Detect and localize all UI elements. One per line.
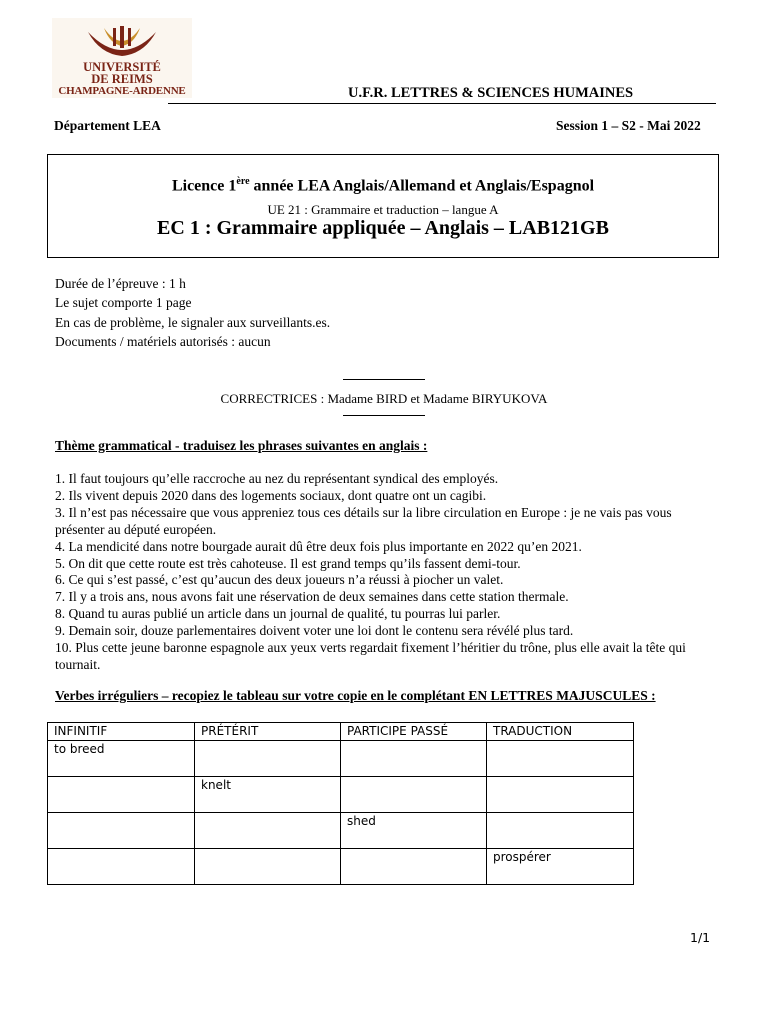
table-row <box>48 741 634 777</box>
table-cell: knelt <box>195 777 341 813</box>
table-cell <box>487 813 634 849</box>
ue-subtitle: UE 21 : Grammaire et traduction – langue A <box>267 202 499 217</box>
header-preterit: PRÉTÉRIT <box>195 723 341 741</box>
table-cell <box>195 741 341 777</box>
table-row <box>48 813 634 849</box>
table-cell: prospérer <box>487 849 634 885</box>
page-number: 1/1 <box>690 930 711 945</box>
exam-duration: Durée de l’épreuve : 1 h <box>55 276 186 291</box>
table-cell <box>48 813 195 849</box>
header-divider <box>168 103 716 104</box>
table-row <box>48 777 634 813</box>
sentence-item: 10. Plus cette jeune baronne espagnole aux yeux verts regardait fixement l’héritier du trône, plus elle avait la tête qui tournait. <box>55 640 686 672</box>
table-cell <box>487 741 634 777</box>
exam-pages: Le sujet comporte 1 page <box>55 295 192 310</box>
theme-section-title: Thème grammatical - traduisez les phrases suivantes en anglais : <box>55 438 428 453</box>
table-header-row <box>48 723 634 741</box>
department-label: Département LEA <box>54 118 161 133</box>
sentence-item: 6. Ce qui s’est passé, c’est qu’aucun des deux joueurs n’a réussi à piocher un valet. <box>55 572 504 588</box>
table-cell <box>487 777 634 813</box>
ec-title: EC 1 : Grammaire appliquée – Anglais – LAB121GB <box>157 217 609 239</box>
licence-title <box>48 176 718 195</box>
header-traduction: TRADUCTION <box>487 723 634 741</box>
course-title-box <box>47 154 719 258</box>
table-cell <box>195 813 341 849</box>
table-cell <box>195 849 341 885</box>
theme-sentence-list <box>55 471 720 674</box>
sentence-item: 8. Quand tu auras publié un article dans un journal de qualité, tu pourras lui parler. <box>55 606 501 622</box>
licence-superscript: ère <box>236 176 250 187</box>
licence-prefix: Licence 1 <box>171 177 237 195</box>
sentence-item: 4. La mendicité dans notre bourgade aurait dû être deux fois plus importante en 2022 qu’en 2021. <box>55 538 582 554</box>
logo-text-line1: UNIVERSITÉ <box>83 60 161 74</box>
correctrices-line: CORRECTRICES : Madame BIRD et Madame BIRYUKOVA <box>220 391 548 406</box>
table-row <box>48 849 634 885</box>
licence-suffix: année LEA Anglais/Allemand et Anglais/Espagnol <box>249 177 595 195</box>
sentence-item: 7. Il y a trois ans, nous avons fait une réservation de deux semaines dans cette station thermale. <box>55 589 569 605</box>
university-emblem-icon <box>84 24 160 60</box>
table-cell <box>48 777 195 813</box>
header-participe: PARTICIPE PASSÉ <box>341 723 487 741</box>
sentence-item: 1. Il faut toujours qu’elle raccroche au nez du représentant syndical des employés. <box>55 471 499 486</box>
divider-top <box>343 379 425 380</box>
table-cell <box>341 849 487 885</box>
exam-documents: Documents / matériels autorisés : aucun <box>55 334 271 349</box>
logo-text-line3: CHAMPAGNE-ARDENNE <box>58 85 186 97</box>
sentence-item: 3. Il n’est pas nécessaire que vous appreniez tous ces détails sur la libre circulation en Europe : je ne vais pas vous présenter au député européen. <box>55 504 672 537</box>
logo-text-line2: DE REIMS <box>91 72 153 86</box>
table-cell <box>341 741 487 777</box>
exam-problem-note: En cas de problème, le signaler aux surveillants.es. <box>55 315 331 330</box>
university-logo <box>52 18 192 98</box>
ufr-heading: U.F.R. LETTRES & SCIENCES HUMAINES <box>348 85 634 101</box>
divider-bottom <box>343 415 425 416</box>
session-label: Session 1 – S2 - Mai 2022 <box>556 118 701 133</box>
sentence-item: 9. Demain soir, douze parlementaires doivent voter une loi dont le contenu sera révélé plus tard. <box>55 623 574 639</box>
sentence-item: 2. Ils vivent depuis 2020 dans des logements sociaux, dont quatre ont un cagibi. <box>55 487 487 503</box>
table-cell: shed <box>341 813 487 849</box>
sentence-item: 5. On dit que cette route est très cahoteuse. Il est grand temps qu’ils fassent demi-tour. <box>55 555 521 571</box>
verbs-section-title: Verbes irréguliers – recopiez le tableau sur votre copie en le complétant EN LETTRES MAJUSCULES : <box>55 688 656 703</box>
table-cell: to breed <box>48 741 195 777</box>
table-cell <box>48 849 195 885</box>
irregular-verbs-table <box>47 722 634 885</box>
header-infinitif: INFINITIF <box>48 723 195 741</box>
table-cell <box>341 777 487 813</box>
